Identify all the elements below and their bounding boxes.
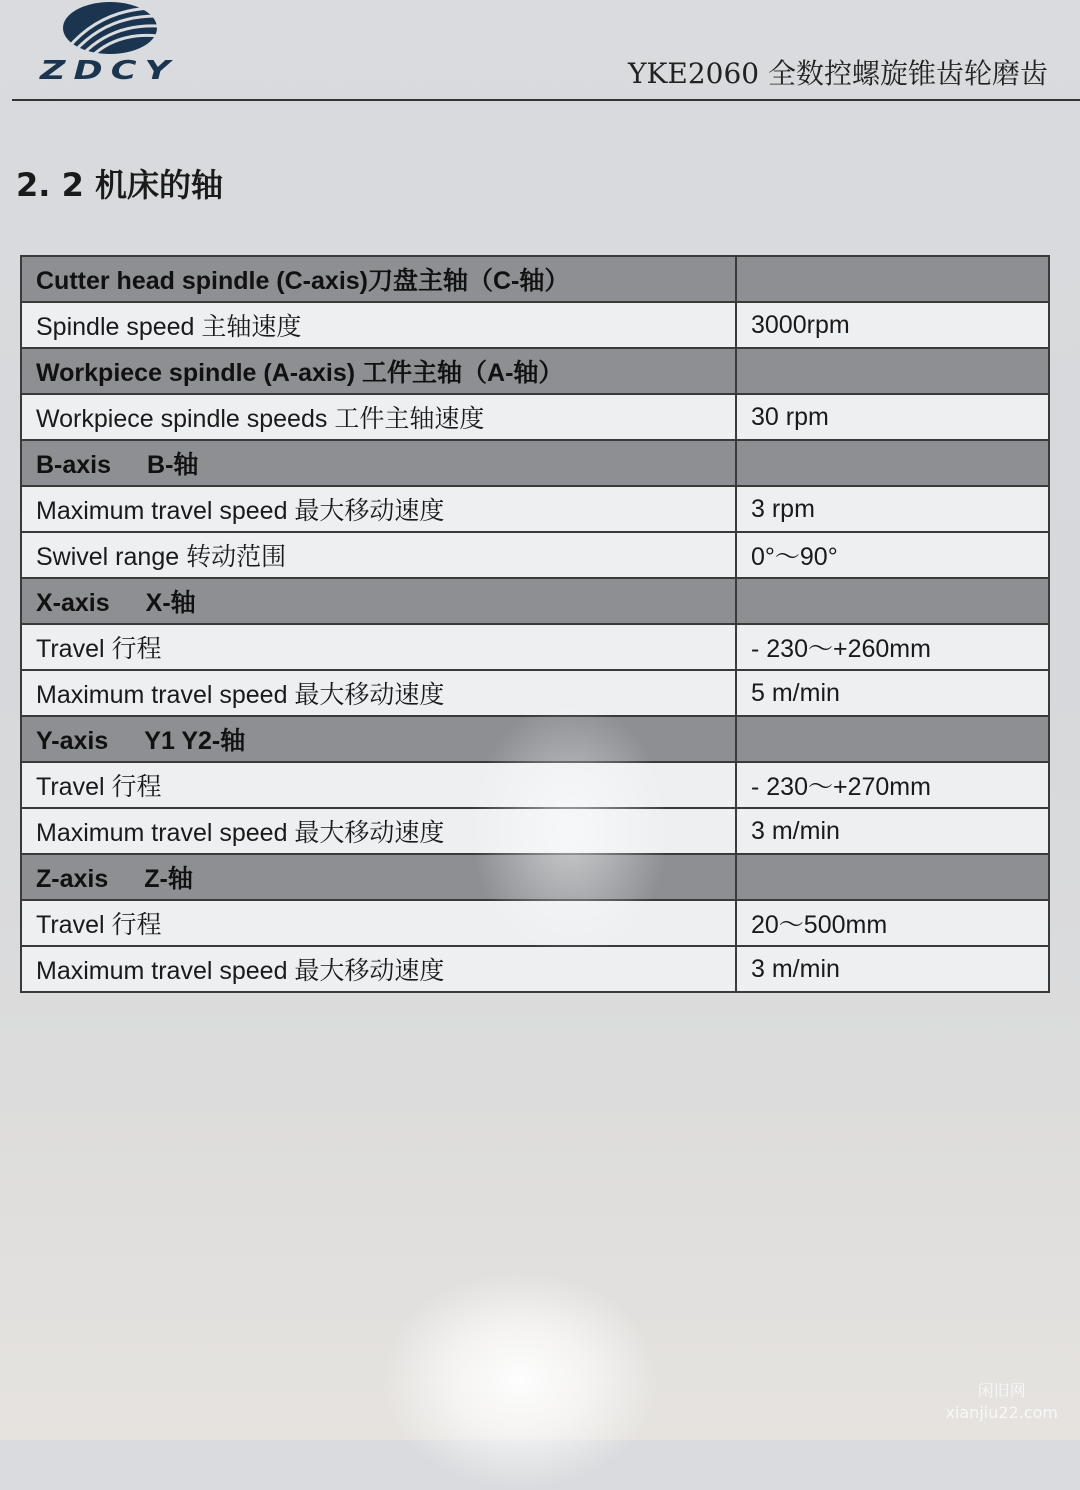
- watermark-url: xianjiu22.com: [945, 1403, 1058, 1422]
- table-row: [21, 946, 1049, 992]
- spec-label: Swivel range 转动范围: [21, 532, 736, 578]
- logo-swoosh-icon: [60, 0, 160, 55]
- spec-value: 20～500mm: [736, 900, 1049, 946]
- table-row: [21, 486, 1049, 532]
- spec-value: 0°～90°: [736, 532, 1049, 578]
- spec-label: Maximum travel speed 最大移动速度: [21, 808, 736, 854]
- table-section-row: [21, 256, 1049, 302]
- spec-value: 30 rpm: [736, 394, 1049, 440]
- spec-label: Spindle speed 主轴速度: [21, 302, 736, 348]
- watermark-cn: 闲旧网: [977, 1381, 1026, 1400]
- light-glare: [380, 1270, 660, 1490]
- axis-name-en: Y-axis: [36, 727, 109, 755]
- spec-label: Travel 行程: [21, 900, 736, 946]
- section-label: Cutter head spindle (C-axis)刀盘主轴（C-轴）: [21, 256, 736, 302]
- section-value: [736, 854, 1049, 900]
- spec-value: 5 m/min: [736, 670, 1049, 716]
- spec-value: 3 m/min: [736, 946, 1049, 992]
- section-label: [21, 578, 736, 624]
- spec-label: Travel 行程: [21, 624, 736, 670]
- section-heading: 2. 2 机床的轴: [16, 166, 223, 204]
- spec-value: - 230～+260mm: [736, 624, 1049, 670]
- site-watermark: [945, 1380, 1058, 1424]
- logo-wordmark: ZDCY: [40, 56, 179, 86]
- axis-name-cn: Z-轴: [144, 865, 193, 893]
- document-title: YKE2060 全数控螺旋锥齿轮磨齿: [628, 57, 1049, 90]
- table-row: [21, 302, 1049, 348]
- section-value: [736, 578, 1049, 624]
- header-divider: [12, 99, 1080, 101]
- axis-name-en: B-axis: [36, 451, 112, 479]
- table-row: [21, 394, 1049, 440]
- axis-name-cn: B-轴: [147, 451, 199, 479]
- section-value: [736, 348, 1049, 394]
- axis-name-cn: Y1 Y2-轴: [144, 727, 246, 755]
- spec-value: 3 rpm: [736, 486, 1049, 532]
- axis-name-en: X-axis: [36, 589, 110, 617]
- spec-label: Maximum travel speed 最大移动速度: [21, 946, 736, 992]
- section-label: [21, 440, 736, 486]
- spec-value: - 230～+270mm: [736, 762, 1049, 808]
- axis-name-cn: X-轴: [145, 589, 196, 617]
- table-row: [21, 624, 1049, 670]
- table-row: [21, 532, 1049, 578]
- spec-label: Maximum travel speed 最大移动速度: [21, 670, 736, 716]
- section-value: [736, 440, 1049, 486]
- section-value: [736, 256, 1049, 302]
- table-section-row: [21, 440, 1049, 486]
- spec-label: Travel 行程: [21, 762, 736, 808]
- spec-value: 3000rpm: [736, 302, 1049, 348]
- light-reflection: [470, 700, 670, 960]
- axis-name-en: Z-axis: [36, 865, 109, 893]
- table-section-row: [21, 578, 1049, 624]
- company-logo: [40, 0, 190, 90]
- section-value: [736, 716, 1049, 762]
- spec-value: 3 m/min: [736, 808, 1049, 854]
- table-section-row: [21, 348, 1049, 394]
- section-label: Workpiece spindle (A-axis) 工件主轴（A-轴）: [21, 348, 736, 394]
- spec-label: Maximum travel speed 最大移动速度: [21, 486, 736, 532]
- spec-label: Workpiece spindle speeds 工件主轴速度: [21, 394, 736, 440]
